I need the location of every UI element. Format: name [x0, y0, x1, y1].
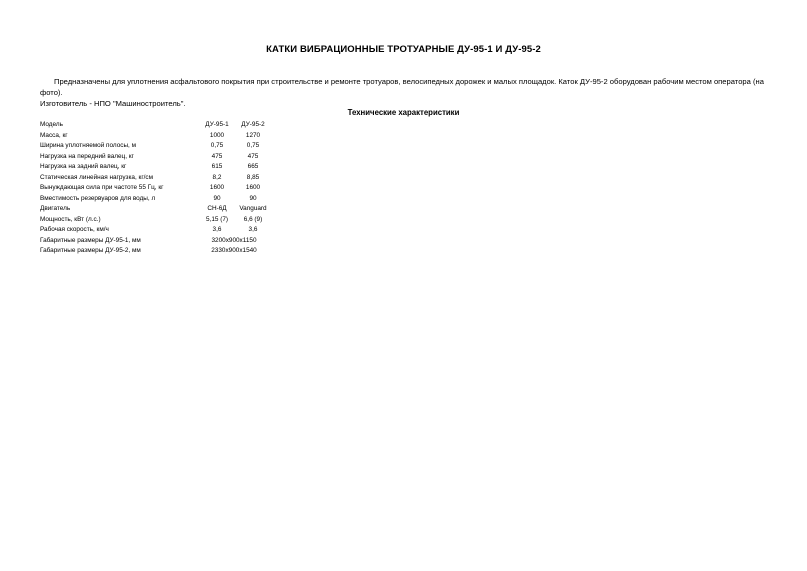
spec-value-du95-2: 0,75 — [246, 142, 260, 149]
spec-value-du95-1: СН-6Д — [207, 205, 227, 212]
document-title: КАТКИ ВИБРАЦИОННЫЕ ТРОТУАРНЫЕ ДУ-95-1 И ДУ-95-2 — [266, 44, 541, 55]
spec-label: Нагрузка на передний валец, кг — [40, 152, 134, 160]
spec-value-du95-2: 8,85 — [246, 173, 260, 181]
table-row — [40, 173, 270, 184]
spec-value-dimensions: 2330х900х1540 — [211, 247, 257, 254]
table-row — [40, 131, 270, 142]
spec-label: Рабочая скорость, км/ч — [40, 226, 109, 233]
spec-label: Масса, кг — [40, 131, 68, 139]
spec-label: Габаритные размеры ДУ-95-1, мм — [40, 236, 141, 244]
spec-value-du95-1: 615 — [211, 163, 223, 170]
spec-value-du95-2: 475 — [247, 152, 259, 160]
spec-label: Модель — [40, 121, 63, 128]
spec-label: Вынуждающая сила при частоте 55 Гц, кг — [40, 184, 164, 191]
table-row — [40, 204, 270, 215]
spec-value-du95-1: 1600 — [209, 184, 225, 191]
spec-value-du95-2: 3,6 — [248, 226, 258, 233]
spec-value-du95-1: 8,2 — [212, 173, 222, 181]
spec-heading-container — [0, 108, 807, 117]
table-row — [40, 183, 270, 194]
table-row — [40, 225, 270, 236]
spec-label: Нагрузка на задний валец, кг — [40, 163, 127, 170]
spec-value-du95-2: 1270 — [245, 131, 261, 139]
spec-label: Вместимость резервуаров для воды, л — [40, 194, 156, 202]
spec-table — [40, 120, 270, 257]
spec-heading: Технические характеристики — [347, 108, 460, 117]
spec-label: Мощность, кВт (л.с.) — [40, 215, 101, 223]
table-row — [40, 246, 270, 257]
table-row — [40, 141, 270, 152]
spec-label: Габаритные размеры ДУ-95-2, мм — [40, 247, 141, 254]
intro-text-line-2: Изготовитель - НПО "Машиностроитель". — [40, 99, 186, 108]
intro-paragraph — [40, 76, 775, 109]
spec-value-du95-1: 5,15 (7) — [205, 215, 229, 223]
spec-value-du95-1: ДУ-95-1 — [205, 121, 229, 128]
spec-value-du95-1: 475 — [211, 152, 223, 160]
table-row — [40, 152, 270, 163]
table-row — [40, 120, 270, 131]
spec-value-du95-1: 0,75 — [210, 142, 224, 149]
spec-value-du95-2: ДУ-95-2 — [241, 121, 265, 128]
spec-value-dimensions: 3200х900х1150 — [211, 236, 257, 244]
table-row — [40, 236, 270, 247]
spec-value-du95-2: 665 — [247, 163, 259, 170]
spec-label: Статическая линейная нагрузка, кг/см — [40, 173, 154, 181]
spec-value-du95-2: 6,6 (9) — [243, 215, 263, 223]
table-row — [40, 215, 270, 226]
table-row — [40, 194, 270, 205]
spec-label: Ширина уплотняемой полосы, м — [40, 142, 137, 149]
spec-value-du95-2: 90 — [249, 194, 257, 202]
spec-value-du95-1: 3,6 — [212, 226, 222, 233]
spec-value-du95-2: 1600 — [245, 184, 261, 191]
spec-value-du95-2: Vanguard — [239, 205, 267, 212]
table-row — [40, 162, 270, 173]
spec-value-du95-1: 1000 — [209, 131, 225, 139]
spec-value-du95-1: 90 — [213, 194, 221, 202]
intro-text-line-1: Предназначены для уплотнения асфальтового покрытия при строительстве и ремонте тротуаров, велосипедных дорожек и малых площадок. Каток ДУ-95-2 оборудован рабочим местом оператора (на фото). — [40, 77, 764, 97]
spec-label: Двигатель — [40, 205, 71, 212]
